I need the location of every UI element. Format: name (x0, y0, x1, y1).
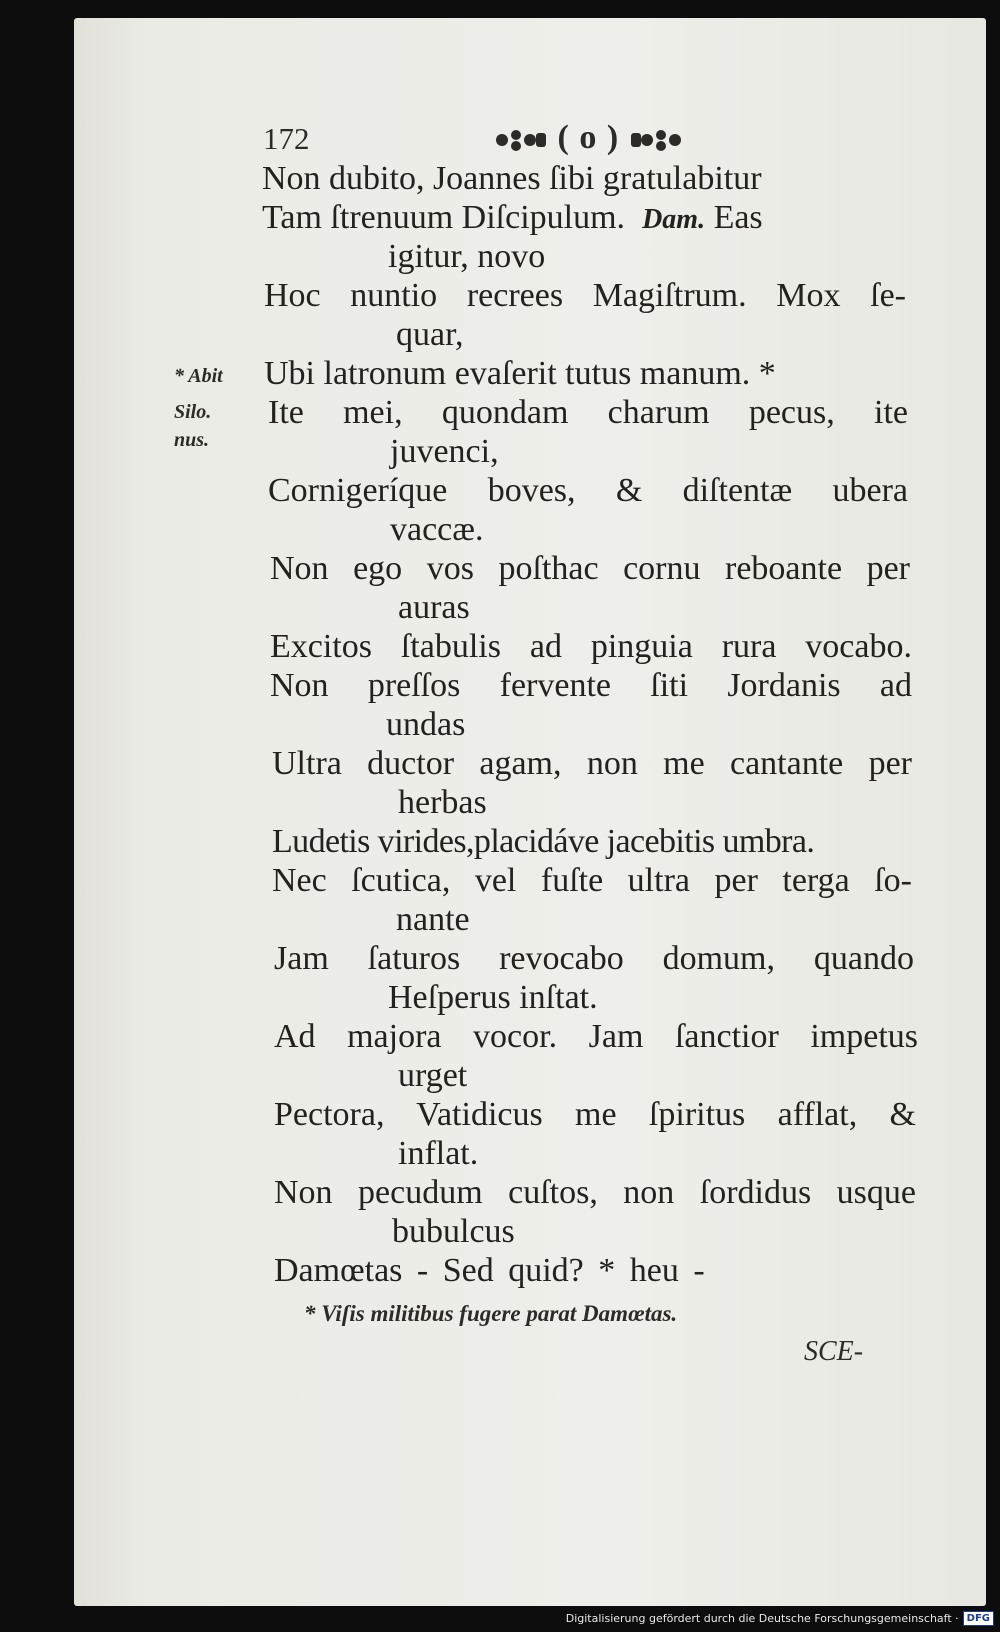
credit-text: Digitalisierung gefördert durch die Deutsche Forschungsgemeinschaft · (565, 1611, 959, 1625)
text-line: Jam ſaturos revocabo domum, quando (274, 940, 914, 977)
text-line: Non dubito, Joannes ſibi gratulabitur (262, 160, 762, 197)
running-head-text: ( o ) (557, 119, 620, 156)
text-line: Ultra ductor agam, non me cantante per (272, 745, 912, 782)
marginal-note: * Abit Silo. nus. (174, 365, 223, 451)
text-line: Pectora, Vatidicus me ſpiritus afflat, & (274, 1096, 916, 1133)
text-line: urget (398, 1057, 468, 1094)
text-line: Non pecudum cuſtos, non ſordidus usque (274, 1174, 916, 1211)
text-line: Ubi latronum evaſerit tutus manum. * (264, 355, 776, 392)
running-head (494, 119, 683, 157)
text-line: Heſperus inſtat. (388, 979, 598, 1016)
text-line: Cornigeríque boves, & diſtentæ ubera (268, 472, 908, 509)
text-line: bubulcus (392, 1213, 515, 1250)
text-line: nante (396, 901, 470, 938)
page-number: 172 (263, 121, 310, 156)
digitization-credit (566, 1608, 994, 1628)
text-line: herbas (398, 784, 487, 821)
text-line: Ad majora vocor. Jam ſanctior impetus (274, 1018, 918, 1055)
text-line: Non ego vos poſthac cornu reboante per (270, 550, 910, 587)
text-line: vaccæ. (390, 511, 484, 548)
text-line: Ludetis virides,placidáve jacebitis umbra. (272, 823, 815, 860)
text-line: inflat. (398, 1135, 479, 1172)
text-line: Non preſſos fervente ſiti Jordanis ad (270, 667, 912, 704)
speaker-label: Dam. (642, 204, 706, 235)
dfg-logo: DFG (963, 1611, 994, 1626)
book-page (74, 18, 986, 1606)
right-ornament-icon (629, 127, 683, 153)
text-line: juvenci, (390, 433, 499, 470)
text-line: Damœtas - Sed quid? * heu - (274, 1252, 705, 1289)
text-line: Tam ſtrenuum Diſcipulum. Dam. Eas (262, 199, 763, 236)
catchword: SCE- (804, 1336, 864, 1367)
text-line: Ite mei, quondam charum pecus, ite (268, 394, 908, 431)
text-line: auras (398, 589, 470, 626)
text-line: undas (386, 706, 466, 743)
text-line: Hoc nuntio recrees Magiſtrum. Mox ſe- (264, 277, 906, 314)
text-line: Nec ſcutica, vel fuſte ultra per terga ſo- (272, 862, 912, 899)
left-ornament-icon (494, 127, 548, 153)
text-line: igitur, novo (388, 238, 546, 275)
footnote: * Viſis militibus fugere parat Damœtas. (304, 1301, 678, 1326)
text-line: quar, (396, 316, 464, 353)
text-line: Excitos ſtabulis ad pinguia rura vocabo. (270, 628, 912, 665)
page-header (74, 121, 986, 161)
